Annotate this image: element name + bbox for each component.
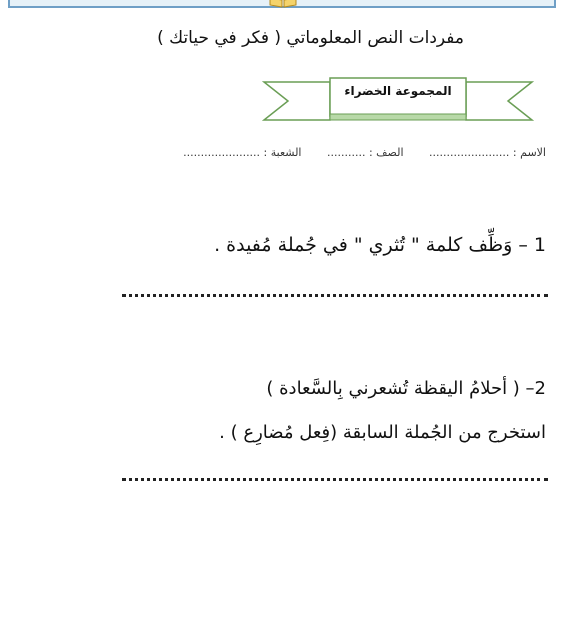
question-2-instruction: استخرج من الجُملة السابقة (فِعل مُضارِع ) . [219, 422, 546, 443]
group-label: المجموعة الخضراء [344, 84, 452, 98]
class-field: الصف : ........... [327, 146, 404, 159]
name-field: الاسم : ....................... [429, 146, 546, 159]
answer-line-2 [122, 478, 548, 481]
section-field: الشعبة : ...................... [183, 146, 302, 159]
book-icon [268, 0, 298, 8]
page-title: مفردات النص المعلوماتي ( فكر في حياتك ) [157, 28, 464, 48]
question-1: 1 – وَظِّف كلمة " تُثري " في جُملة مُفيدة . [214, 234, 546, 256]
student-info-row [161, 146, 546, 159]
answer-line-1 [122, 294, 548, 297]
question-2-sentence: 2– ( أحلامُ اليقظة تُشعرني بِالسَّعادة ) [266, 378, 546, 399]
